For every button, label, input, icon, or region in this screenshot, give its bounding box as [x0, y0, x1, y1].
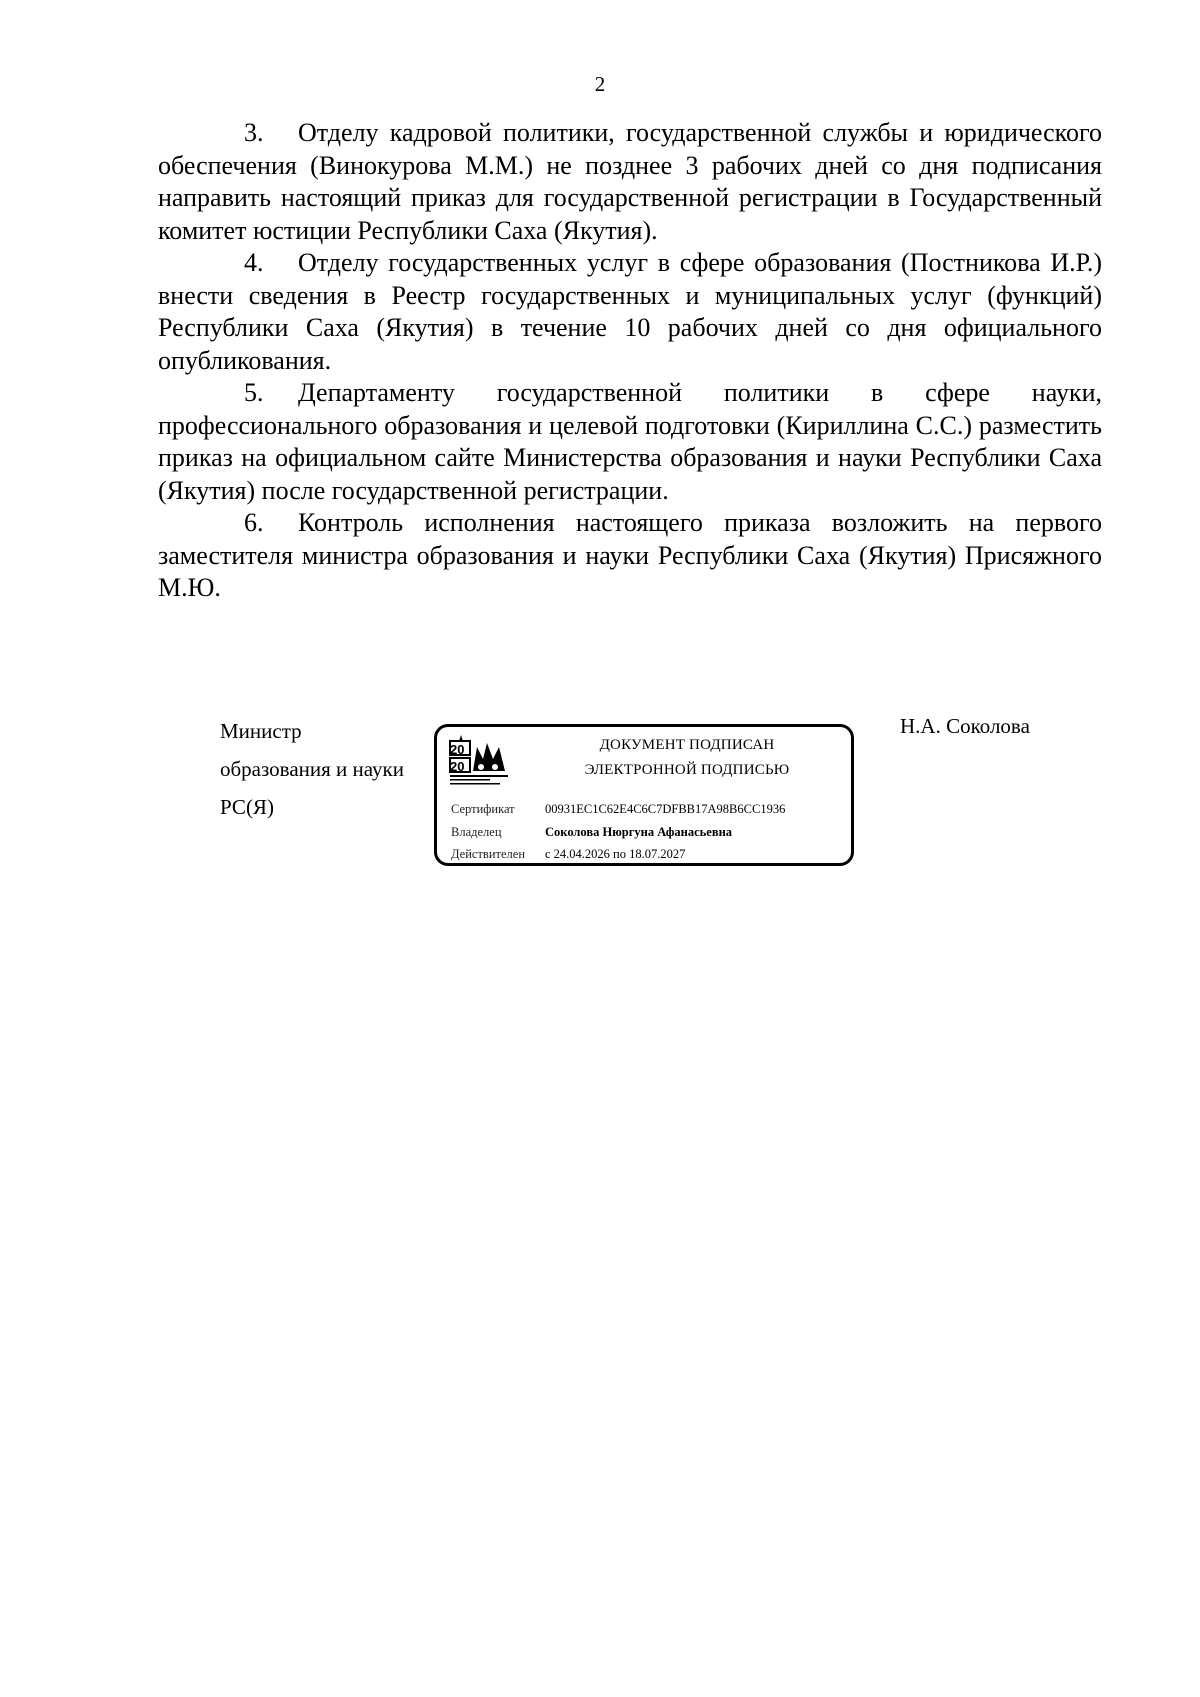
certificate-label: Сертификат	[451, 802, 515, 816]
paragraph-text: Департаменту государственной политики в сфере науки, профессионального образования и целевой подготовки (Кириллина С.С.) разместить приказ на официальном сайте Министерства образования и науки Республики Саха (Якутия) после государственной регистрации.	[158, 378, 1102, 505]
valid-label: Действителен	[451, 847, 526, 861]
valid-value: с 24.04.2026 по 18.07.2027	[545, 847, 686, 861]
paragraph-text: Контроль исполнения настоящего приказа возложить на первого заместителя министра образования и науки Республики Саха (Якутия) Присяжного М.Ю.	[158, 508, 1102, 602]
electronic-signature-stamp	[434, 724, 854, 866]
signer-position	[220, 712, 430, 826]
paragraph-6	[158, 507, 1102, 605]
signer-name: Н.А. Соколова	[900, 714, 1030, 738]
paragraph-number: 5.	[244, 378, 264, 407]
position-line: Министр	[220, 719, 302, 743]
svg-text:20: 20	[450, 759, 465, 774]
position-line: образования и науки	[220, 757, 404, 781]
paragraph-3	[158, 117, 1102, 247]
svg-text:20: 20	[450, 742, 465, 757]
stamp-owner-row	[451, 825, 732, 840]
stamp-heading-line-1: ДОКУМЕНТ ПОДПИСАН	[599, 737, 775, 753]
paragraph-number: 3.	[244, 118, 264, 147]
stamp-heading-line-2: ЭЛЕКТРОННОЙ ПОДПИСЬЮ	[584, 762, 790, 778]
paragraph-text: Отделу государственных услуг в сфере образования (Постникова И.Р.) внести сведения в Реестр государственных и муниципальных услуг (функций) Республики Саха (Якутия) в течение 10 рабочих дней со дня официального опубликования.	[158, 248, 1102, 375]
stamp-validity-row	[451, 847, 685, 862]
position-line: РС(Я)	[220, 795, 274, 819]
stamp-certificate-row	[451, 802, 785, 817]
signature-block	[0, 700, 1200, 890]
paragraph-number: 6.	[244, 508, 264, 537]
jubilee-emblem-logo-icon	[447, 733, 513, 789]
owner-value: Соколова Нюргуна Афанасьевна	[545, 825, 733, 839]
paragraph-5	[158, 377, 1102, 507]
order-body	[158, 117, 1102, 605]
certificate-value: 00931EC1C62E4C6C7DFBB17A98B6CC1936	[545, 802, 786, 816]
page-number: 2	[594, 72, 606, 96]
paragraph-4	[158, 247, 1102, 377]
paragraph-number: 4.	[244, 248, 264, 277]
paragraph-text: Отделу кадровой политики, государственной службы и юридического обеспечения (Винокурова М.М.) не позднее 3 рабочих дней со дня подписания направить настоящий приказ для государственной регистрации в Государственный комитет юстиции Республики Саха (Якутия).	[158, 118, 1102, 245]
owner-label: Владелец	[451, 825, 502, 839]
